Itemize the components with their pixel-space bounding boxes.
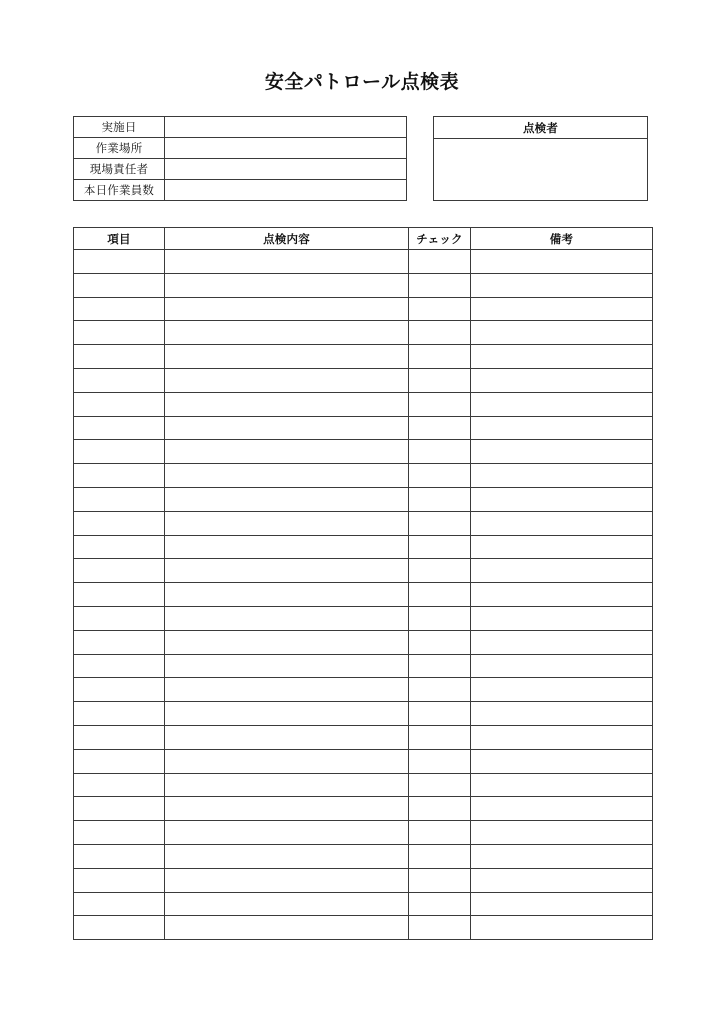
table-row xyxy=(74,416,653,440)
checklist-cell-note[interactable] xyxy=(471,702,653,726)
checklist-cell-item[interactable] xyxy=(74,844,165,868)
checklist-cell-item[interactable] xyxy=(74,392,165,416)
info-field-site-manager[interactable] xyxy=(165,159,407,180)
checklist-cell-item[interactable] xyxy=(74,297,165,321)
checklist-cell-detail[interactable] xyxy=(165,892,409,916)
checklist-cell-note[interactable] xyxy=(471,892,653,916)
checklist-cell-detail[interactable] xyxy=(165,583,409,607)
column-header-note: 備考 xyxy=(471,228,653,250)
checklist-header xyxy=(74,228,653,250)
checklist-cell-detail[interactable] xyxy=(165,250,409,274)
checklist-cell-note[interactable] xyxy=(471,273,653,297)
checklist-cell-check[interactable] xyxy=(409,844,471,868)
checklist-cell-item[interactable] xyxy=(74,892,165,916)
checklist-cell-item[interactable] xyxy=(74,511,165,535)
checklist-cell-item[interactable] xyxy=(74,725,165,749)
checklist-cell-note[interactable] xyxy=(471,368,653,392)
checklist-cell-check[interactable] xyxy=(409,487,471,511)
table-row xyxy=(74,583,653,607)
checklist-cell-item[interactable] xyxy=(74,368,165,392)
checklist-cell-detail[interactable] xyxy=(165,535,409,559)
checklist-cell-item[interactable] xyxy=(74,606,165,630)
checklist-cell-detail[interactable] xyxy=(165,487,409,511)
checklist-cell-note[interactable] xyxy=(471,725,653,749)
inspector-box xyxy=(433,116,648,201)
checklist-cell-note[interactable] xyxy=(471,821,653,845)
checklist-cell-note[interactable] xyxy=(471,559,653,583)
table-row xyxy=(74,559,653,583)
info-label-implementation-date: 実施日 xyxy=(74,117,165,138)
checklist-cell-check[interactable] xyxy=(409,630,471,654)
checklist-cell-check[interactable] xyxy=(409,321,471,345)
table-row xyxy=(74,297,653,321)
table-row xyxy=(74,321,653,345)
table-row xyxy=(74,821,653,845)
table-row xyxy=(74,654,653,678)
checklist-cell-note[interactable] xyxy=(471,678,653,702)
checklist-cell-detail[interactable] xyxy=(165,368,409,392)
checklist-cell-detail[interactable] xyxy=(165,416,409,440)
inspector-header-label: 点検者 xyxy=(434,117,648,139)
table-row xyxy=(74,392,653,416)
checklist-cell-check[interactable] xyxy=(409,440,471,464)
checklist-cell-item[interactable] xyxy=(74,583,165,607)
checklist-cell-check[interactable] xyxy=(409,559,471,583)
checklist-cell-check[interactable] xyxy=(409,606,471,630)
table-row xyxy=(74,725,653,749)
checklist-cell-item[interactable] xyxy=(74,630,165,654)
info-field-work-location[interactable] xyxy=(165,138,407,159)
table-row xyxy=(74,868,653,892)
table-row xyxy=(74,702,653,726)
table-row xyxy=(74,749,653,773)
checklist-cell-check[interactable] xyxy=(409,821,471,845)
table-row xyxy=(74,250,653,274)
checklist-cell-check[interactable] xyxy=(409,749,471,773)
checklist-cell-detail[interactable] xyxy=(165,440,409,464)
checklist-cell-check[interactable] xyxy=(409,345,471,369)
checklist-cell-detail[interactable] xyxy=(165,654,409,678)
inspector-field[interactable] xyxy=(434,139,648,201)
info-field-worker-count[interactable] xyxy=(165,180,407,201)
checklist-cell-item[interactable] xyxy=(74,749,165,773)
checklist-cell-note[interactable] xyxy=(471,630,653,654)
checklist-cell-detail[interactable] xyxy=(165,797,409,821)
checklist-cell-detail[interactable] xyxy=(165,916,409,940)
inspector-box-body xyxy=(434,117,648,201)
checklist-cell-item[interactable] xyxy=(74,321,165,345)
checklist-header-row xyxy=(74,228,653,250)
checklist-cell-item[interactable] xyxy=(74,773,165,797)
table-row xyxy=(74,487,653,511)
checklist-cell-detail[interactable] xyxy=(165,773,409,797)
checklist-cell-note[interactable] xyxy=(471,583,653,607)
checklist-cell-item[interactable] xyxy=(74,702,165,726)
page-title: 安全パトロール点検表 xyxy=(264,71,460,93)
checklist-cell-check[interactable] xyxy=(409,892,471,916)
checklist-cell-check[interactable] xyxy=(409,511,471,535)
checklist-cell-note[interactable] xyxy=(471,487,653,511)
checklist-cell-note[interactable] xyxy=(471,654,653,678)
checklist-table xyxy=(73,227,653,940)
checklist-cell-note[interactable] xyxy=(471,416,653,440)
info-label-work-location: 作業場所 xyxy=(74,138,165,159)
checklist-cell-item[interactable] xyxy=(74,273,165,297)
checklist-cell-check[interactable] xyxy=(409,702,471,726)
checklist-cell-check[interactable] xyxy=(409,583,471,607)
checklist-body xyxy=(74,250,653,940)
checklist-cell-detail[interactable] xyxy=(165,321,409,345)
table-row xyxy=(74,273,653,297)
checklist-cell-note[interactable] xyxy=(471,844,653,868)
checklist-cell-detail[interactable] xyxy=(165,630,409,654)
column-header-item: 項目 xyxy=(74,228,165,250)
checklist-cell-detail[interactable] xyxy=(165,273,409,297)
info-row-worker-count xyxy=(74,180,407,201)
checklist-cell-note[interactable] xyxy=(471,773,653,797)
checklist-cell-check[interactable] xyxy=(409,654,471,678)
checklist-cell-check[interactable] xyxy=(409,250,471,274)
checklist-cell-check[interactable] xyxy=(409,678,471,702)
checklist-cell-check[interactable] xyxy=(409,797,471,821)
checklist-cell-item[interactable] xyxy=(74,535,165,559)
checklist-cell-detail[interactable] xyxy=(165,702,409,726)
checklist-cell-check[interactable] xyxy=(409,464,471,488)
checklist-cell-detail[interactable] xyxy=(165,392,409,416)
table-row xyxy=(74,630,653,654)
checklist-cell-note[interactable] xyxy=(471,868,653,892)
checklist-cell-item[interactable] xyxy=(74,487,165,511)
checklist-cell-detail[interactable] xyxy=(165,297,409,321)
checklist-cell-detail[interactable] xyxy=(165,844,409,868)
checklist-cell-detail[interactable] xyxy=(165,464,409,488)
table-row xyxy=(74,892,653,916)
checklist-cell-check[interactable] xyxy=(409,416,471,440)
checklist-cell-detail[interactable] xyxy=(165,606,409,630)
checklist-cell-detail[interactable] xyxy=(165,345,409,369)
inspector-header-row xyxy=(434,117,648,139)
info-table-body xyxy=(74,117,407,201)
checklist-cell-note[interactable] xyxy=(471,749,653,773)
table-row xyxy=(74,464,653,488)
checklist-cell-note[interactable] xyxy=(471,797,653,821)
checklist-cell-item[interactable] xyxy=(74,654,165,678)
checklist-cell-check[interactable] xyxy=(409,773,471,797)
checklist-cell-note[interactable] xyxy=(471,392,653,416)
info-row-implementation-date xyxy=(74,117,407,138)
checklist-cell-item[interactable] xyxy=(74,678,165,702)
checklist-cell-check[interactable] xyxy=(409,368,471,392)
checklist-cell-detail[interactable] xyxy=(165,868,409,892)
table-row xyxy=(74,368,653,392)
table-row xyxy=(74,678,653,702)
checklist-cell-check[interactable] xyxy=(409,297,471,321)
checklist-cell-note[interactable] xyxy=(471,345,653,369)
info-table xyxy=(73,116,407,201)
checklist-cell-note[interactable] xyxy=(471,464,653,488)
info-row-site-manager xyxy=(74,159,407,180)
info-label-site-manager: 現場責任者 xyxy=(74,159,165,180)
checklist-cell-note[interactable] xyxy=(471,250,653,274)
checklist-cell-detail[interactable] xyxy=(165,749,409,773)
checklist-cell-note[interactable] xyxy=(471,297,653,321)
table-row xyxy=(74,535,653,559)
column-header-check: チェック xyxy=(409,228,471,250)
checklist-cell-detail[interactable] xyxy=(165,725,409,749)
checklist-cell-detail[interactable] xyxy=(165,821,409,845)
checklist-cell-detail[interactable] xyxy=(165,559,409,583)
checklist-cell-item[interactable] xyxy=(74,868,165,892)
checklist-cell-detail[interactable] xyxy=(165,678,409,702)
checklist-cell-item[interactable] xyxy=(74,250,165,274)
checklist-cell-note[interactable] xyxy=(471,440,653,464)
checklist-cell-item[interactable] xyxy=(74,345,165,369)
checklist-cell-check[interactable] xyxy=(409,916,471,940)
checklist-cell-item[interactable] xyxy=(74,797,165,821)
table-row xyxy=(74,606,653,630)
checklist-cell-check[interactable] xyxy=(409,868,471,892)
info-label-worker-count: 本日作業員数 xyxy=(74,180,165,201)
checklist-cell-item[interactable] xyxy=(74,916,165,940)
checklist-cell-item[interactable] xyxy=(74,440,165,464)
table-row xyxy=(74,345,653,369)
inspector-value-row xyxy=(434,139,648,201)
checklist-cell-note[interactable] xyxy=(471,511,653,535)
table-row xyxy=(74,511,653,535)
table-row xyxy=(74,440,653,464)
table-row xyxy=(74,773,653,797)
table-row xyxy=(74,797,653,821)
info-field-implementation-date[interactable] xyxy=(165,117,407,138)
checklist-cell-note[interactable] xyxy=(471,535,653,559)
checklist-cell-note[interactable] xyxy=(471,606,653,630)
checklist-cell-item[interactable] xyxy=(74,416,165,440)
table-row xyxy=(74,844,653,868)
checklist-cell-item[interactable] xyxy=(74,821,165,845)
checklist-cell-item[interactable] xyxy=(74,559,165,583)
checklist-cell-check[interactable] xyxy=(409,273,471,297)
column-header-detail: 点検内容 xyxy=(165,228,409,250)
checklist-cell-check[interactable] xyxy=(409,535,471,559)
checklist-cell-note[interactable] xyxy=(471,321,653,345)
checklist-cell-check[interactable] xyxy=(409,392,471,416)
checklist-cell-item[interactable] xyxy=(74,464,165,488)
table-row xyxy=(74,916,653,940)
checklist-cell-detail[interactable] xyxy=(165,511,409,535)
info-row-work-location xyxy=(74,138,407,159)
checklist-cell-note[interactable] xyxy=(471,916,653,940)
checklist-cell-check[interactable] xyxy=(409,725,471,749)
